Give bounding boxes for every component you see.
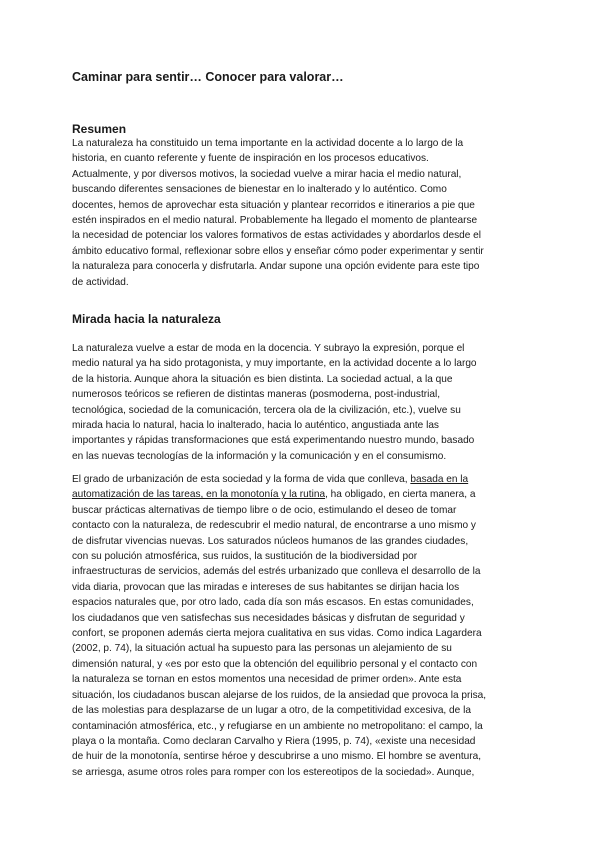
resumen-line: Actualmente, y por diversos motivos, la sociedad vuelve a mirar hacia el medio natural, <box>72 168 462 180</box>
paragraph-line: tecnológica, sociedad de la comunicación, tercera ola de la civilización, etc.), vuelve su <box>72 404 461 416</box>
paragraph-line: infraestructuras de servicios, además del estrés urbanizado que conlleva el desarrollo de la <box>72 566 481 578</box>
paragraph-line: situación, los ciudadanos buscan alejarse de los ruidos, de la ansiedad que provoca la prisa, <box>72 689 487 701</box>
paragraph-line: contacto con la naturaleza, de redescubrir el medio natural, de encontrarse a uno mismo y <box>72 520 476 532</box>
paragraph-line: espacios naturales que, por otro lado, cada día son más escasos. En estas comunidades, <box>72 597 474 609</box>
paragraph-line: (2002, p. 74), la situación actual ha supuesto para las personas un alejamiento de su <box>72 643 452 655</box>
resumen-line: docentes, hemos de aprovechar esta situación y plantear recorridos e itinerarios a pie que <box>72 199 475 211</box>
resumen-line: buscando diferentes sensaciones de bienestar en lo inalterado y lo auténtico. Como <box>72 184 447 196</box>
paragraph-line: de la historia. Aunque ahora la situación es bien distinta. La sociedad actual, a la que <box>72 373 453 385</box>
resumen-line: La naturaleza ha constituido un tema importante en la actividad docente a lo largo de la <box>72 138 464 149</box>
paragraph-line <box>72 472 532 487</box>
paragraph-line: los ciudadanos que ven satisfechas sus necesidades básicas y disfrutan de seguridad y <box>72 612 465 624</box>
underlined-text: automatización de las tareas, en la monotonía y la rutina <box>72 489 326 501</box>
paragraph-line: mirada hacia lo natural, hacia lo inalterado, hacia lo auténtico, angustiada ante las <box>72 420 439 432</box>
paragraph-line: playa o la montaña. Como declaran Carvalho y Riera (1995, p. 74), «existe una necesidad <box>72 735 476 747</box>
paragraph-line: La naturaleza vuelve a estar de moda en la docencia. Y subrayo la expresión, porque el <box>72 343 465 354</box>
paragraph-line: en las nuevas tecnologías de la información y la comunicación y en el consumismo. <box>72 450 447 462</box>
underlined-text: basada en la <box>410 474 469 485</box>
resumen-heading: Resumen <box>72 122 127 136</box>
paragraph-line: de huir de la monotonía, sentirse héroe y descubrirse a uno mismo. El hombre se aventura, <box>72 751 482 763</box>
resumen-line: estén inspirados en el medio natural. Probablemente ha llegado el momento de plantearse <box>72 215 478 227</box>
resumen-line: la necesidad de potenciar los valores formativos de estas actividades y abordarlos desde el <box>72 230 482 242</box>
paragraph-line: de disfrutar vivencias nuevas. Los saturados núcleos humanos de las grandes ciudades, <box>72 535 469 547</box>
paragraph-line: se arriesga, asume otros roles para romper con los estereotipos de la sociedad». Aunque, <box>72 766 475 778</box>
paragraph-line: vida diaria, provocan que las miradas e intereses de sus habitantes se dirijan hacia los <box>72 581 460 593</box>
document-title: Caminar para sentir… Conocer para valorar… <box>72 70 344 84</box>
paragraph-line: medio natural ya ha sido protagonista, y muy importante, en la actividad docente a lo largo <box>72 358 477 370</box>
resumen-line: historia, en cuanto referente y fuente de inspiración en los procesos educativos. <box>72 153 429 165</box>
resumen-paragraph <box>72 136 532 290</box>
paragraph-line: la naturaleza se tornan en estos momentos una necesidad de primer orden». Ante esta <box>72 674 462 686</box>
mirada-paragraph-2 <box>72 472 532 780</box>
paragraph-line: de las molestias para desplazarse de un lugar a otro, de la competitividad excesiva, de la <box>72 705 471 717</box>
paragraph-text: El grado de urbanización de esta sociedad y la forma de vida que conlleva, <box>72 474 411 485</box>
paragraph-line: numerosos teóricos se refieren de distintas maneras (posmoderna, post-industrial, <box>72 389 441 401</box>
paragraph-line: buscar prácticas alternativas de tiempo libre o de ocio, estimulando el deseo de tomar <box>72 504 457 516</box>
mirada-paragraph-1 <box>72 341 532 464</box>
resumen-line: la naturaleza para conocerla y disfrutarla. Andar supone una opción evidente para este tipo <box>72 261 480 273</box>
paragraph-line <box>72 487 532 502</box>
paragraph-text: , ha obligado, en cierta manera, a <box>325 489 476 501</box>
paragraph-line: importantes y rápidas transformaciones que está experimentando nuestro mundo, basado <box>72 435 475 447</box>
mirada-heading: Mirada hacia la naturaleza <box>72 312 221 326</box>
paragraph-line: dimensión natural, y «es por esto que la obtención del equilibrio personal y el contacto con <box>72 658 478 670</box>
resumen-line: ámbito educativo formal, reflexionar sobre ellos y enseñar cómo poder experimentar y sentir <box>72 245 484 257</box>
paragraph-line: confort, se proponen además cierta mejora cualitativa en sus vidas. Como indica Lagardera <box>72 628 482 640</box>
paragraph-line: contaminación atmosférica, etc., y refugiarse en un ambiente no metropolitano: el campo, la <box>72 720 483 732</box>
paragraph-line: con su polución atmosférica, sus ruidos, la sustitución de la biodiversidad por <box>72 551 418 563</box>
resumen-line: de actividad. <box>72 276 129 288</box>
